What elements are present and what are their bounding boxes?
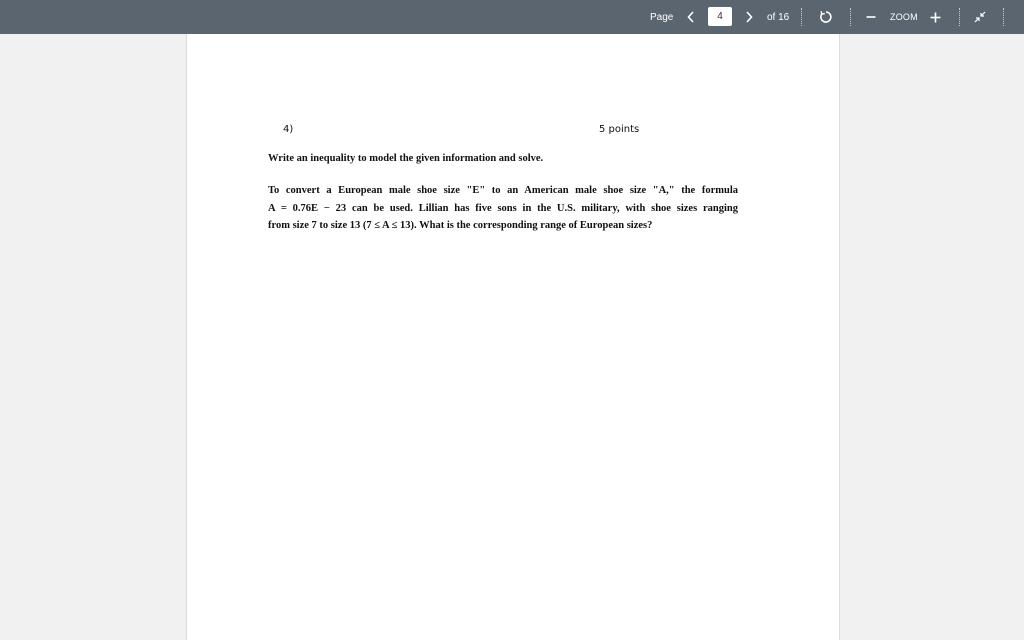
question-text — [268, 182, 738, 235]
rotate-icon — [819, 10, 833, 24]
page-number-input[interactable] — [708, 7, 732, 26]
zoom-in-button[interactable] — [928, 0, 942, 34]
toolbar-divider — [801, 8, 802, 26]
question-number: 4) — [283, 124, 294, 135]
toolbar-divider — [1003, 8, 1004, 26]
toolbar-divider — [959, 8, 960, 26]
question-text-line: To convert a European male shoe size "E" to an American male shoe size "A," the formula — [268, 185, 738, 196]
page-count: of 16 — [767, 11, 790, 23]
question-instruction: Write an inequality to model the given information and solve. — [268, 153, 544, 164]
rotate-button[interactable] — [817, 0, 835, 34]
collapse-arrows-icon — [974, 11, 986, 23]
chevron-left-icon — [687, 11, 695, 23]
question-points: 5 points — [599, 124, 640, 135]
zoom-out-button[interactable] — [864, 0, 878, 34]
plus-icon — [930, 12, 941, 23]
document-page — [186, 34, 840, 640]
minus-icon — [866, 12, 876, 22]
previous-page-button[interactable] — [684, 0, 698, 34]
pdf-toolbar — [0, 0, 1024, 34]
next-page-button[interactable] — [742, 0, 756, 34]
question-text-line: A = 0.76E − 23 can be used. Lillian has five sons in the U.S. military, with shoe sizes ranging — [268, 202, 738, 214]
page-label: Page — [650, 11, 674, 23]
collapse-button[interactable] — [972, 0, 988, 34]
chevron-right-icon — [745, 11, 753, 23]
toolbar-divider — [850, 8, 851, 26]
zoom-label: ZOOM — [890, 12, 918, 22]
question-text-line: from size 7 to size 13 (7 ≤ A ≤ 13). What is the corresponding range of European sizes? — [268, 220, 653, 231]
